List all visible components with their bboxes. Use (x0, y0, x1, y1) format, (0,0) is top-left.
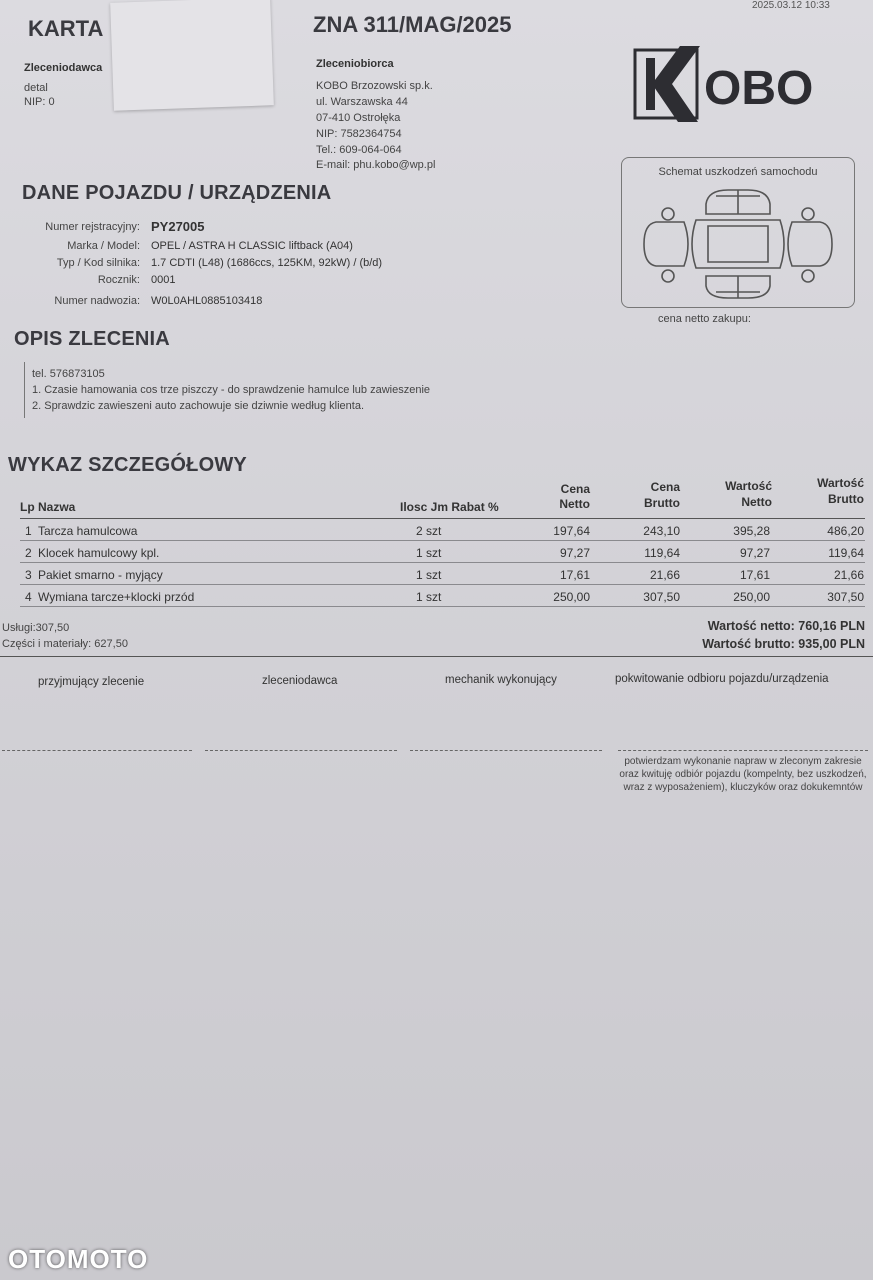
vehicle-make-label: Marka / Model: (67, 240, 140, 252)
row-qty: 1 szt (416, 546, 442, 560)
row-qty: 1 szt (416, 568, 442, 582)
row-wart-netto: 17,61 (739, 568, 770, 582)
contractor-line-2: ul. Warszawska 44 (316, 96, 408, 108)
vehicle-vin-label: Numer nadwozia: (54, 295, 140, 307)
total-netto: Wartość netto: 760,16 PLN (707, 619, 865, 633)
col-cena-netto-2: Netto (559, 497, 590, 511)
col-cena-brutto-1: Cena (650, 480, 680, 494)
row-wart-brutto: 119,64 (828, 546, 864, 560)
purchase-price-label: cena netto zakupu: (658, 313, 751, 325)
row-cena-netto: 197,64 (553, 524, 590, 538)
col-wart-brutto-1: Wartość (817, 476, 864, 490)
sig-pickup-label: pokwitowanie odbioru pojazdu/urządzenia (615, 673, 829, 685)
order-desc-line-1: 1. Czasie hamowania cos trze piszczy - do sprawdzenie hamulce lub zawieszenie (32, 384, 431, 396)
parts-total: Części i materiały: 627,50 (2, 638, 128, 650)
row-wart-netto: 395,28 (733, 524, 770, 538)
vehicle-engine-value: 1.7 CDTI (L48) (1686ccs, 125KM, 92kW) / (b/d) (151, 257, 383, 269)
table-row (20, 542, 865, 563)
row-cena-netto: 250,00 (553, 590, 590, 604)
sig-line-pickup (618, 750, 868, 751)
vehicle-year-value: 0001 (151, 274, 176, 286)
print-timestamp: 2025.03.12 10:33 (752, 0, 830, 11)
row-name: Wymiana tarcze+klocki przód (38, 590, 195, 604)
contractor-line-5: Tel.: 609-064-064 (316, 144, 402, 156)
row-name: Tarcza hamulcowa (38, 524, 138, 538)
pickup-confirmation-text: potwierdzam wykonanie napraw w zleconym zakresie oraz kwituję odbiór pojazdu (kompelnty, bez uszkodzeń, wraz z wyposażeniem), kluczyków oraz dokukemntów (619, 756, 867, 793)
row-cena-netto: 97,27 (559, 546, 590, 560)
row-cena-netto: 17,61 (559, 568, 590, 582)
order-desc-bar (24, 362, 25, 418)
kobo-logo (632, 44, 832, 124)
row-lp: 1 (25, 524, 32, 538)
vehicle-vin-value: W0L0AHL0885103418 (151, 295, 263, 307)
contractor-line-1: KOBO Brzozowski sp.k. (316, 80, 433, 92)
details-section-title: WYKAZ SZCZEGÓŁOWY (8, 454, 247, 476)
order-desc-phone: tel. 576873105 (32, 368, 105, 380)
order-desc-section-title: OPIS ZLECENIA (14, 328, 170, 350)
col-wart-netto-2: Netto (741, 495, 772, 509)
row-cena-brutto: 307,50 (643, 590, 680, 604)
vehicle-section-title: DANE POJAZDU / URZĄDZENIA (22, 182, 332, 204)
row-wart-brutto: 21,66 (833, 568, 864, 582)
sig-client-label: zleceniodawca (262, 675, 338, 687)
row-wart-netto: 97,27 (739, 546, 770, 560)
col-cena-netto-1: Cena (560, 482, 590, 496)
row-name: Klocek hamulcowy kpl. (38, 546, 160, 560)
sig-line-mechanic (410, 750, 602, 751)
vehicle-plate-value: PY27005 (151, 219, 205, 234)
otomoto-watermark: OTOMOTO (8, 1244, 149, 1274)
table-row (20, 520, 865, 541)
sig-mechanic-label: mechanik wykonujący (445, 674, 557, 686)
row-wart-brutto: 486,20 (827, 524, 864, 538)
services-total: Usługi:307,50 (2, 622, 70, 634)
contractor-line-6: E-mail: phu.kobo@wp.pl (316, 159, 436, 171)
row-cena-brutto: 243,10 (643, 524, 680, 538)
contractor-label: Zleceniobiorca (316, 58, 394, 70)
totals-rule (0, 656, 873, 657)
car-outline-icon (636, 184, 840, 300)
sig-receiving-label: przyjmujący zlecenie (38, 676, 145, 688)
contractor-line-4: NIP: 7582364754 (316, 128, 402, 140)
row-cena-brutto: 119,64 (644, 546, 680, 560)
paper-sticker (110, 0, 274, 111)
vehicle-make-value: OPEL / ASTRA H CLASSIC liftback (A04) (151, 240, 353, 252)
col-wart-netto-1: Wartość (725, 479, 772, 493)
vehicle-engine-label: Typ / Kod silnika: (56, 257, 140, 269)
logo-text: OBO (704, 62, 814, 115)
total-brutto: Wartość brutto: 935,00 PLN (702, 637, 865, 651)
col-wart-brutto-2: Brutto (828, 492, 864, 506)
table-row (20, 564, 865, 585)
client-nip: NIP: 0 (24, 96, 55, 108)
sig-line-client (205, 750, 397, 751)
damage-diagram-title: Schemat uszkodzeń samochodu (658, 166, 818, 178)
row-lp: 4 (25, 590, 32, 604)
table-header-rule (20, 518, 865, 519)
table-row (20, 586, 865, 607)
row-cena-brutto: 21,66 (649, 568, 680, 582)
document-title: KARTA (28, 16, 104, 41)
order-number: ZNA 311/MAG/2025 (313, 12, 512, 37)
contractor-line-3: 07-410 Ostrołęka (316, 112, 401, 124)
row-lp: 3 (25, 568, 32, 582)
col-cena-brutto-2: Brutto (644, 496, 680, 510)
row-lp: 2 (25, 546, 32, 560)
client-label: Zleceniodawca (24, 62, 103, 74)
row-qty: 2 szt (416, 524, 442, 538)
row-qty: 1 szt (416, 590, 442, 604)
vehicle-year-label: Rocznik: (97, 274, 140, 286)
sig-line-receiving (2, 750, 192, 751)
row-wart-brutto: 307,50 (827, 590, 864, 604)
order-desc-line-2: 2. Sprawdzic zawieszeni auto zachowuje sie dziwnie według klienta. (32, 400, 365, 412)
client-name: detal (24, 82, 48, 94)
vehicle-plate-label: Numer rejstracyjny: (45, 221, 140, 233)
col-ilosc: Ilosc Jm Rabat % (400, 500, 499, 514)
damage-diagram (621, 157, 855, 308)
row-wart-netto: 250,00 (733, 590, 770, 604)
row-name: Pakiet smarno - myjący (38, 568, 163, 582)
col-lp-nazwa: Lp Nazwa (20, 500, 76, 514)
